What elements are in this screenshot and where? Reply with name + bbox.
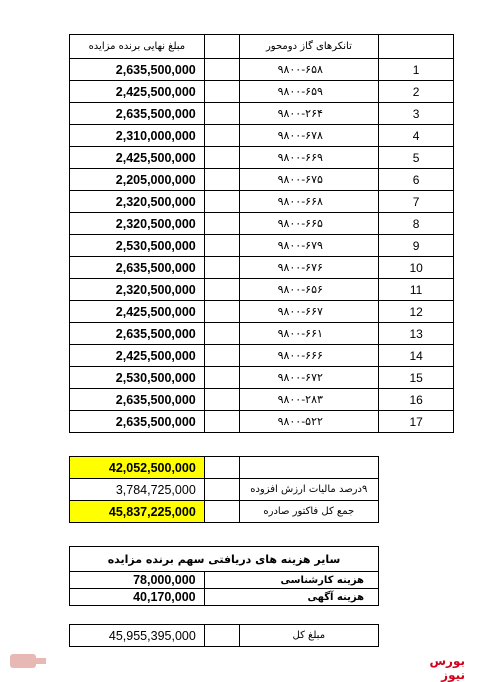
- row-spacer: [204, 169, 239, 191]
- row-index: 4: [379, 125, 454, 147]
- row-amount: 2,425,500,000: [70, 147, 205, 169]
- row-amount: 2,320,500,000: [70, 191, 205, 213]
- row-tanker-code: ۹۸۰۰-۶۶۱: [239, 323, 379, 345]
- row-index: 10: [379, 257, 454, 279]
- row-index: 5: [379, 147, 454, 169]
- row-index: 7: [379, 191, 454, 213]
- vat-label: ۹درصد مالیات ارزش افزوده: [239, 479, 378, 501]
- vat-spacer: [204, 479, 239, 501]
- table-row: [70, 169, 454, 191]
- table-row: [70, 411, 454, 433]
- row-spacer: [204, 125, 239, 147]
- table-row: [70, 389, 454, 411]
- row-index: 15: [379, 367, 454, 389]
- row-spacer: [204, 367, 239, 389]
- row-amount: 2,635,500,000: [70, 411, 205, 433]
- row-index: 14: [379, 345, 454, 367]
- other-fees-title-row: [70, 547, 379, 572]
- expert-fee-label: هزینه کارشناسی: [204, 572, 378, 589]
- row-spacer: [204, 257, 239, 279]
- expert-fee-amount: 78,000,000: [70, 572, 205, 589]
- row-index: 1: [379, 59, 454, 81]
- table-row: [70, 81, 454, 103]
- row-amount: 2,310,000,000: [70, 125, 205, 147]
- grand-total-spacer: [204, 501, 239, 523]
- row-spacer: [204, 323, 239, 345]
- row-spacer: [204, 411, 239, 433]
- header-spacer: [204, 35, 239, 59]
- subtotal-row: [70, 457, 379, 479]
- header-index: [379, 35, 454, 59]
- vat-row: [70, 479, 379, 501]
- header-tanker: تانکرهای گاز دومحور: [239, 35, 379, 59]
- row-tanker-code: ۹۸۰۰-۶۷۹: [239, 235, 379, 257]
- grand-total-row: [70, 501, 379, 523]
- row-amount: 2,320,500,000: [70, 213, 205, 235]
- ad-fee-amount: 40,170,000: [70, 589, 205, 606]
- row-tanker-code: ۹۸۰۰-۶۵۶: [239, 279, 379, 301]
- final-total-label: مبلغ کل: [239, 625, 378, 647]
- row-index: 13: [379, 323, 454, 345]
- row-index: 16: [379, 389, 454, 411]
- table-row: [70, 323, 454, 345]
- table-row: [70, 125, 454, 147]
- row-amount: 2,530,500,000: [70, 367, 205, 389]
- row-tanker-code: ۹۸۰۰-۶۶۹: [239, 147, 379, 169]
- row-spacer: [204, 103, 239, 125]
- table-row: [70, 147, 454, 169]
- row-index: 3: [379, 103, 454, 125]
- row-index: 6: [379, 169, 454, 191]
- row-spacer: [204, 301, 239, 323]
- table-row: [70, 257, 454, 279]
- row-tanker-code: ۹۸۰۰-۲۸۳: [239, 389, 379, 411]
- row-tanker-code: ۹۸۰۰-۶۷۶: [239, 257, 379, 279]
- row-tanker-code: ۹۸۰۰-۶۷۵: [239, 169, 379, 191]
- final-total-amount: 45,955,395,000: [70, 625, 205, 647]
- ad-fee-row: [70, 589, 379, 606]
- row-spacer: [204, 235, 239, 257]
- table-row: [70, 191, 454, 213]
- row-tanker-code: ۹۸۰۰-۶۵۸: [239, 59, 379, 81]
- vat-amount: 3,784,725,000: [70, 479, 205, 501]
- table-row: [70, 279, 454, 301]
- subtotal-spacer: [204, 457, 239, 479]
- table-row: [70, 301, 454, 323]
- row-spacer: [204, 81, 239, 103]
- row-amount: 2,635,500,000: [70, 323, 205, 345]
- other-fees-title: سایر هزینه های دریافتی سهم برنده مزایده: [70, 547, 379, 572]
- table-row: [70, 103, 454, 125]
- row-spacer: [204, 147, 239, 169]
- subtotal-label: [239, 457, 378, 479]
- row-amount: 2,425,500,000: [70, 301, 205, 323]
- row-amount: 2,635,500,000: [70, 103, 205, 125]
- row-amount: 2,635,500,000: [70, 257, 205, 279]
- ad-fee-label: هزینه آگهی: [204, 589, 378, 606]
- row-tanker-code: ۹۸۰۰-۶۷۸: [239, 125, 379, 147]
- row-spacer: [204, 279, 239, 301]
- row-tanker-code: ۹۸۰۰-۲۶۴: [239, 103, 379, 125]
- row-index: 11: [379, 279, 454, 301]
- auction-results-table: [69, 34, 454, 433]
- table-row: [70, 213, 454, 235]
- row-amount: 2,425,500,000: [70, 345, 205, 367]
- row-amount: 2,320,500,000: [70, 279, 205, 301]
- row-tanker-code: ۹۸۰۰-۵۲۲: [239, 411, 379, 433]
- row-index: 2: [379, 81, 454, 103]
- row-amount: 2,425,500,000: [70, 81, 205, 103]
- row-amount: 2,530,500,000: [70, 235, 205, 257]
- table-row: [70, 345, 454, 367]
- grand-total-amount: 45,837,225,000: [70, 501, 205, 523]
- row-spacer: [204, 389, 239, 411]
- row-spacer: [204, 345, 239, 367]
- table-row: [70, 367, 454, 389]
- other-fees-table: [69, 546, 379, 606]
- row-tanker-code: ۹۸۰۰-۶۷۲: [239, 367, 379, 389]
- row-index: 9: [379, 235, 454, 257]
- totals-table: [69, 456, 379, 523]
- row-spacer: [204, 213, 239, 235]
- row-index: 17: [379, 411, 454, 433]
- brand-logo: بورس نیوز: [429, 654, 465, 682]
- row-amount: 2,635,500,000: [70, 59, 205, 81]
- final-total-table: [69, 624, 379, 647]
- auction-results-body: [70, 35, 454, 433]
- row-index: 8: [379, 213, 454, 235]
- final-total-row: [70, 625, 379, 647]
- row-tanker-code: ۹۸۰۰-۶۵۹: [239, 81, 379, 103]
- table-header-row: [70, 35, 454, 59]
- expert-fee-row: [70, 572, 379, 589]
- row-spacer: [204, 191, 239, 213]
- row-index: 12: [379, 301, 454, 323]
- watermark-stamp-icon: [8, 648, 50, 674]
- row-spacer: [204, 59, 239, 81]
- grand-total-label: جمع کل فاکتور صادره: [239, 501, 378, 523]
- subtotal-amount: 42,052,500,000: [70, 457, 205, 479]
- row-amount: 2,205,000,000: [70, 169, 205, 191]
- row-tanker-code: ۹۸۰۰-۶۶۶: [239, 345, 379, 367]
- row-amount: 2,635,500,000: [70, 389, 205, 411]
- final-total-spacer: [204, 625, 239, 647]
- table-row: [70, 235, 454, 257]
- row-tanker-code: ۹۸۰۰-۶۶۵: [239, 213, 379, 235]
- table-row: [70, 59, 454, 81]
- row-tanker-code: ۹۸۰۰-۶۶۸: [239, 191, 379, 213]
- row-tanker-code: ۹۸۰۰-۶۶۷: [239, 301, 379, 323]
- header-amount: مبلغ نهایی برنده مزایده: [70, 35, 205, 59]
